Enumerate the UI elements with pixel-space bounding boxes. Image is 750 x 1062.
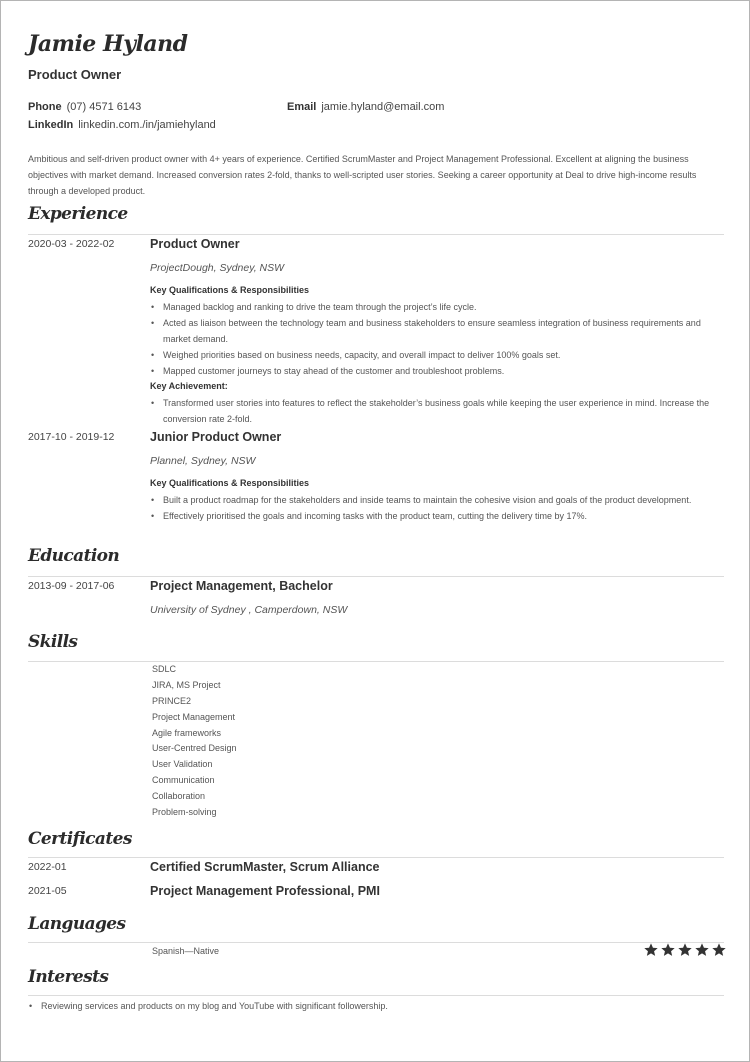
section-heading-languages: Languages bbox=[28, 914, 126, 934]
star-icon bbox=[660, 942, 676, 958]
job-title-header: Product Owner bbox=[28, 67, 122, 82]
skill-item: User Validation bbox=[152, 759, 213, 769]
skill-item: User-Centred Design bbox=[152, 743, 237, 753]
list-item: • Effectively prioritised the goals and incoming tasks with the product team, cutting the delivery time by 17%. bbox=[150, 508, 720, 524]
section-divider bbox=[28, 942, 724, 943]
candidate-name: Jamie Hyland bbox=[28, 31, 188, 57]
section-heading-certificates: Certificates bbox=[28, 829, 132, 849]
section-heading-education: Education bbox=[28, 546, 120, 566]
achievement-heading: Key Achievement: bbox=[150, 381, 228, 391]
linkedin-label: LinkedIn bbox=[28, 119, 74, 131]
experience-title: Junior Product Owner bbox=[150, 430, 282, 444]
certificate-name: Certified ScrumMaster, Scrum Alliance bbox=[150, 860, 380, 874]
star-icon bbox=[643, 942, 659, 958]
list-item: • Built a product roadmap for the stakeholders and inside teams to maintain the cohesive vision and goals of the product development. bbox=[150, 492, 720, 508]
responsibilities-list bbox=[150, 299, 720, 379]
contact-linkedin bbox=[28, 115, 216, 133]
skill-item: JIRA, MS Project bbox=[152, 680, 221, 690]
experience-dates: 2017-10 - 2019-12 bbox=[28, 431, 115, 443]
section-divider bbox=[28, 995, 724, 996]
email-value: jamie.hyland@email.com bbox=[321, 101, 445, 113]
summary-paragraph: Ambitious and self-driven product owner with 4+ years of experience. Certified ScrumMaster and Project Management Professional. Excellent at aligning the business objectives with market demand. Increased conversion rates 2-fold, thanks to well-scripted user stories. Seeking a career opportunity at Deal to drive high-income results through a developed product. bbox=[28, 154, 697, 196]
responsibilities-list bbox=[150, 492, 720, 524]
star-icon bbox=[694, 942, 710, 958]
skill-item: SDLC bbox=[152, 664, 177, 674]
list-item: • Mapped customer journeys to stay ahead of the customer and troubleshoot problems. bbox=[150, 363, 720, 379]
education-school: University of Sydney , Camperdown, NSW bbox=[150, 604, 348, 616]
section-heading-skills: Skills bbox=[28, 632, 78, 652]
section-divider bbox=[28, 857, 724, 858]
skill-item: Communication bbox=[152, 775, 215, 785]
email-label: Email bbox=[287, 101, 317, 113]
experience-company: Plannel, Sydney, NSW bbox=[150, 455, 256, 467]
skill-item: Project Management bbox=[152, 712, 236, 722]
skill-item: PRINCE2 bbox=[152, 696, 192, 706]
certificate-date: 2022-01 bbox=[28, 861, 67, 873]
phone-value: (07) 4571 6143 bbox=[66, 101, 142, 113]
list-item: • Reviewing services and products on my blog and YouTube with significant followership. bbox=[28, 998, 718, 1014]
contact-email bbox=[287, 97, 444, 115]
certificate-name: Project Management Professional, PMI bbox=[150, 884, 380, 898]
list-item: • Managed backlog and ranking to drive the team through the project’s life cycle. bbox=[150, 299, 720, 315]
skill-item: Problem-solving bbox=[152, 807, 217, 817]
interests-list bbox=[28, 998, 718, 1014]
star-icon bbox=[711, 942, 727, 958]
star-icon bbox=[677, 942, 693, 958]
skill-item: Collaboration bbox=[152, 791, 206, 801]
experience-dates: 2020-03 - 2022-02 bbox=[28, 238, 115, 250]
achievements-list bbox=[150, 395, 720, 427]
qualifications-heading: Key Qualifications & Responsibilities bbox=[150, 285, 310, 295]
linkedin-value: linkedin.com./in/jamiehyland bbox=[78, 119, 216, 131]
experience-title: Product Owner bbox=[150, 237, 240, 251]
section-divider bbox=[28, 576, 724, 577]
certificate-date: 2021-05 bbox=[28, 885, 67, 897]
experience-company: ProjectDough, Sydney, NSW bbox=[150, 262, 285, 274]
list-item: • Acted as liaison between the technology team and business stakeholders to ensure seamless integration of business requirements and market demand. bbox=[150, 315, 720, 347]
section-divider bbox=[28, 661, 724, 662]
section-divider bbox=[28, 234, 724, 235]
list-item: • Transformed user stories into features to reflect the stakeholder’s business goals while keeping the user experience in mind. Increase the conversion rate 2-fold. bbox=[150, 395, 720, 427]
education-dates: 2013-09 - 2017-06 bbox=[28, 580, 115, 592]
section-heading-interests: Interests bbox=[28, 967, 109, 987]
qualifications-heading: Key Qualifications & Responsibilities bbox=[150, 478, 310, 488]
contact-phone bbox=[28, 97, 141, 115]
education-degree: Project Management, Bachelor bbox=[150, 579, 333, 593]
list-item: • Weighed priorities based on business needs, capacity, and overall impact to deliver 100% goals set. bbox=[150, 347, 720, 363]
section-heading-experience: Experience bbox=[28, 204, 128, 224]
skill-item: Agile frameworks bbox=[152, 728, 222, 738]
phone-label: Phone bbox=[28, 101, 62, 113]
language-item: Spanish—Native bbox=[152, 946, 220, 956]
language-rating bbox=[643, 942, 727, 958]
